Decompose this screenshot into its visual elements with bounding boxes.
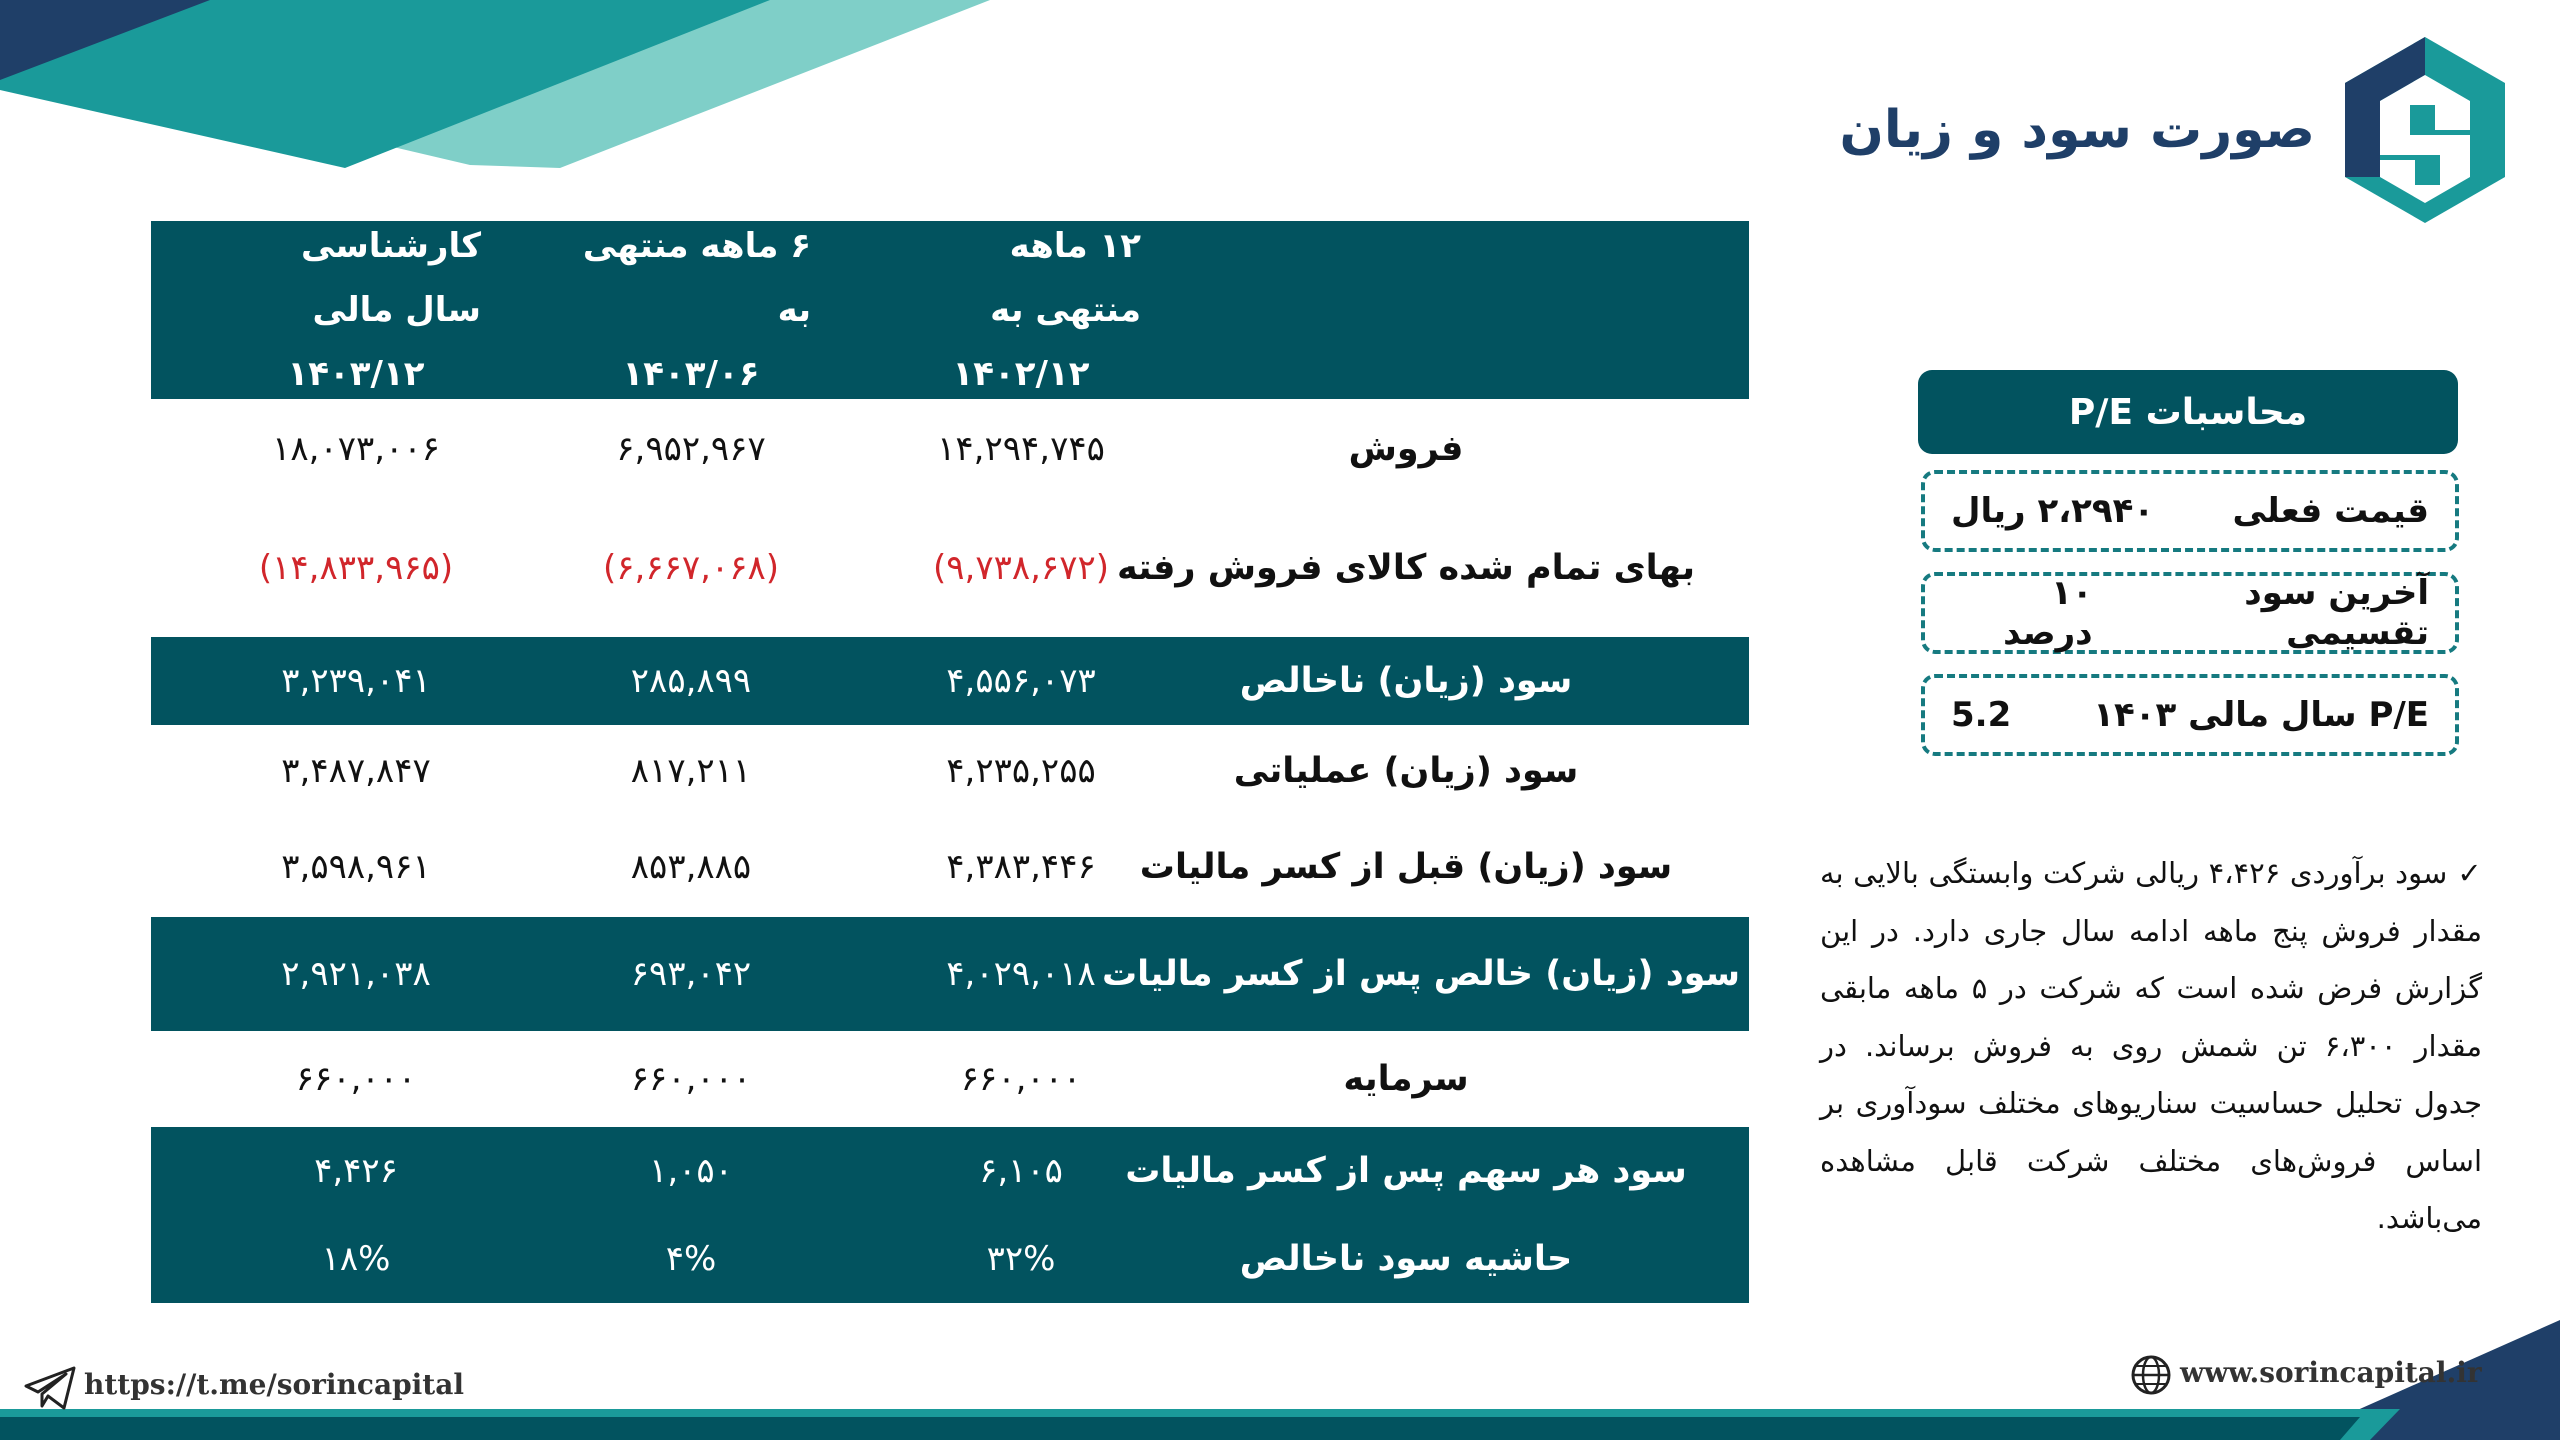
- row-label: سرمایه: [1343, 1059, 1469, 1099]
- pe-item-label: P/E سال مالی ۱۴۰۳: [2093, 695, 2429, 735]
- row-label: بهای تمام شده کالای فروش رفته: [1116, 548, 1696, 588]
- header-6-month: [571, 221, 811, 399]
- cell-value: ۴,۴۲۶: [314, 1151, 398, 1191]
- cell-value-negative: (۹,۷۳۸,۶۷۲): [933, 548, 1109, 588]
- table-row: [151, 725, 1749, 817]
- row-label: حاشیه سود ناخالص: [1239, 1239, 1573, 1279]
- cell-value: ۴%: [665, 1239, 717, 1279]
- page-title: صورت سود و زیان: [1839, 100, 2315, 160]
- telegram-icon: [24, 1366, 76, 1410]
- telegram-link[interactable]: https://t.me/sorincapital: [84, 1368, 465, 1401]
- row-label: سود (زیان) عملیاتی: [1233, 751, 1579, 791]
- decorative-banner: [0, 0, 1000, 170]
- pe-item-label: آخرین سود تقسیمی: [2244, 573, 2429, 653]
- cell-value: ۶۹۳,۰۴۲: [630, 954, 752, 994]
- check-icon: ✓: [2457, 856, 2482, 890]
- row-label: سود هر سهم پس از کسر مالیات: [1125, 1151, 1687, 1191]
- cell-value: ۶,۹۵۲,۹۶۷: [616, 429, 766, 469]
- header-line1: ۱۲ ماهه منتهی به: [990, 226, 1141, 330]
- pe-item-current-price: [1921, 470, 2459, 552]
- pe-panel-title: محاسبات P/E: [1918, 370, 2458, 454]
- sorin-logo: [2340, 35, 2510, 225]
- cell-value: ۲,۹۲۱,۰۳۸: [281, 954, 431, 994]
- cell-value: ۴,۰۲۹,۰۱۸: [946, 954, 1096, 994]
- row-label: سود (زیان) قبل از کسر مالیات: [1139, 847, 1673, 887]
- pe-item-value: ۱۰ درصد: [2003, 573, 2093, 653]
- header-line2: ۱۴۰۲/۱۲: [952, 354, 1090, 394]
- cell-value: ۱۸,۰۷۳,۰۰۶: [272, 429, 440, 469]
- note-text: سود برآوردی ۴،۴۲۶ ریالی شرکت وابستگی بالایی به مقدار فروش پنج ماهه ادامه سال جاری دارد. در این گزارش فرض شده است که شرکت در ۵ ماهه مابقی مقدار ۶،۳۰۰ تن شمش روی به فروش برساند. در جدول تحلیل حساسیت سناریوهای مختلف سودآوری بر اساس فروش‌های مختلف شرکت قابل مشاهده می‌باشد.: [1820, 856, 2483, 1235]
- table-row-highlight: [151, 917, 1749, 1031]
- cell-value: ۲۸۵,۸۹۹: [630, 661, 752, 701]
- table-header-row: [151, 221, 1749, 399]
- cell-value: ۸۱۷,۲۱۱: [630, 751, 752, 791]
- table-row: [151, 399, 1749, 499]
- cell-value: ۳۲%: [986, 1239, 1056, 1279]
- table-row: [151, 817, 1749, 917]
- cell-value: ۱۸%: [321, 1239, 391, 1279]
- header-12-month: [901, 221, 1141, 399]
- cell-value: ۴,۲۳۵,۲۵۵: [946, 751, 1096, 791]
- pe-item-ratio: [1921, 674, 2459, 756]
- cell-value: ۴,۳۸۳,۴۴۶: [946, 847, 1096, 887]
- cell-value: ۱,۰۵۰: [649, 1151, 733, 1191]
- analysis-note: [1820, 845, 2482, 1248]
- cell-value: ۳,۵۹۸,۹۶۱: [281, 847, 431, 887]
- cell-value: ۸۵۳,۸۸۵: [630, 847, 752, 887]
- pe-item-label: قیمت فعلی: [2232, 491, 2429, 531]
- row-label: سود (زیان) ناخالص: [1239, 661, 1573, 701]
- header-line1: ۶ ماهه منتهی به: [582, 226, 811, 330]
- cell-value: ۱۴,۲۹۴,۷۴۵: [937, 429, 1105, 469]
- globe-icon: [2130, 1354, 2172, 1396]
- row-label: سود (زیان) خالص پس از کسر مالیات: [1101, 954, 1741, 994]
- cell-value-negative: (۱۴,۸۳۳,۹۶۵): [258, 548, 454, 588]
- cell-value: ۶۶۰,۰۰۰: [960, 1059, 1082, 1099]
- row-label: فروش: [1348, 429, 1464, 469]
- decorative-footer-band: [0, 1395, 2560, 1440]
- cell-value: ۳,۲۳۹,۰۴۱: [281, 661, 431, 701]
- table-row-highlight: [151, 1215, 1749, 1303]
- header-forecast: [231, 221, 481, 399]
- table-row-highlight: [151, 637, 1749, 725]
- table-row: [151, 1031, 1749, 1127]
- header-line2: ۱۴۰۳/۱۲: [287, 354, 425, 394]
- cell-value: ۶,۱۰۵: [979, 1151, 1063, 1191]
- cell-value: ۴,۵۵۶,۰۷۳: [946, 661, 1096, 701]
- cell-value: ۶۶۰,۰۰۰: [630, 1059, 752, 1099]
- pe-item-value: 5.2: [1951, 695, 2012, 735]
- pe-item-value: ۲،۲۹۴۰ ریال: [1951, 491, 2155, 531]
- cell-value: ۳,۴۸۷,۸۴۷: [281, 751, 431, 791]
- table-row-highlight: [151, 1127, 1749, 1215]
- pe-item-dividend: [1921, 572, 2459, 654]
- website-link[interactable]: www.sorincapital.ir: [2180, 1356, 2482, 1389]
- table-row: [151, 499, 1749, 637]
- cell-value: ۶۶۰,۰۰۰: [295, 1059, 417, 1099]
- cell-value-negative: (۶,۶۶۷,۰۶۸): [603, 548, 779, 588]
- header-line2: ۱۴۰۳/۰۶: [622, 354, 760, 394]
- header-line1: کارشناسی سال مالی: [300, 226, 481, 330]
